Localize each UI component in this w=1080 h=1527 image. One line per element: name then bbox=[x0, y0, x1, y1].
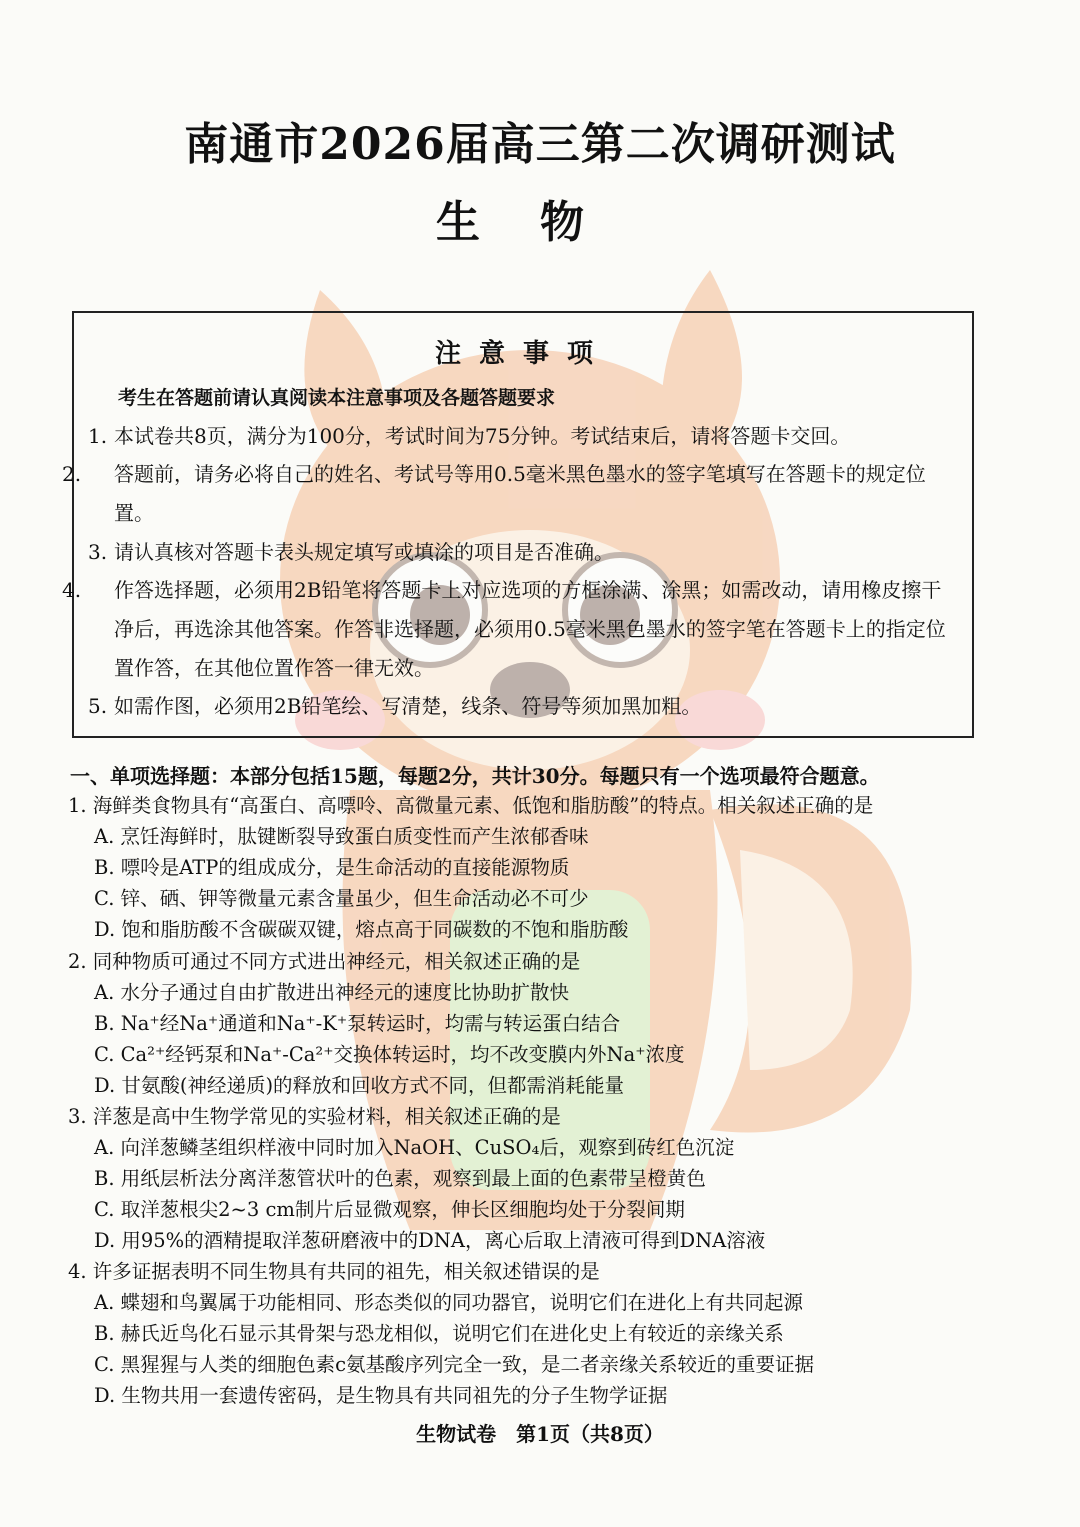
notice-item-2 bbox=[62, 455, 960, 533]
notice-item-text: 请认真核对答题卡表头规定填写或填涂的项目是否准确。 bbox=[114, 540, 614, 564]
notice-item-number: 3. bbox=[88, 540, 108, 564]
question-4-option-d: D. 生物共用一套遗传密码，是生物具有共同祖先的分子生物学证据 bbox=[94, 1384, 668, 1407]
notice-item-text: 如需作图，必须用2B铅笔绘、写清楚，线条、符号等须加黑加粗。 bbox=[114, 694, 702, 718]
notice-item-3 bbox=[88, 533, 960, 572]
question-1-option-c: C. 锌、硒、钾等微量元素含量虽少，但生命活动必不可少 bbox=[94, 887, 589, 910]
notice-item-number: 2. bbox=[62, 462, 82, 486]
question-1-option-a: A. 烹饪海鲜时，肽键断裂导致蛋白质变性而产生浓郁香味 bbox=[94, 825, 589, 848]
question-1-stem: 1. 海鲜类食物具有“高蛋白、高嘌呤、高微量元素、低饱和脂肪酸”的特点。相关叙述正确的是 bbox=[68, 794, 874, 817]
question-2-option-c: C. Ca²⁺经钙泵和Na⁺-Ca²⁺交换体转运时，均不改变膜内外Na⁺浓度 bbox=[94, 1043, 685, 1066]
question-4-stem: 4. 许多证据表明不同生物具有共同的祖先，相关叙述错误的是 bbox=[68, 1260, 600, 1283]
notice-item-text: 作答选择题，必须用2B铅笔将答题卡上对应选项的方框涂满、涂黑；如需改动，请用橡皮擦干净后，再选涂其他答案。作答非选择题，必须用0.5毫米黑色墨水的签字笔在答题卡上的指定位置作答，在其他位置作答一律无效。 bbox=[114, 578, 946, 680]
notice-item-text: 答题前，请务必将自己的姓名、考试号等用0.5毫米黑色墨水的签字笔填写在答题卡的规定位置。 bbox=[114, 462, 926, 525]
page-title: 南通市2026届高三第二次调研测试 bbox=[184, 119, 896, 170]
question-3-option-b: B. 用纸层析法分离洋葱管状叶的色素，观察到最上面的色素带呈橙黄色 bbox=[94, 1167, 706, 1190]
question-2-option-b: B. Na⁺经Na⁺通道和Na⁺-K⁺泵转运时，均需与转运蛋白结合 bbox=[94, 1012, 621, 1035]
question-4-option-a: A. 蝶翅和鸟翼属于功能相同、形态类似的同功器官，说明它们在进化上有共同起源 bbox=[94, 1291, 803, 1314]
question-2-option-a: A. 水分子通过自由扩散进出神经元的速度比协助扩散快 bbox=[94, 981, 569, 1004]
subject-title: 生物 bbox=[436, 197, 644, 248]
notice-item-number: 1. bbox=[88, 424, 108, 448]
question-1-option-b: B. 嘌呤是ATP的组成成分，是生命活动的直接能源物质 bbox=[94, 856, 570, 879]
notice-item-text: 本试卷共8页，满分为100分，考试时间为75分钟。考试结束后，请将答题卡交回。 bbox=[114, 424, 851, 448]
notice-item-1 bbox=[88, 417, 960, 456]
notice-item-number: 4. bbox=[62, 578, 82, 602]
notice-lead: 考生在答题前请认真阅读本注意事项及各题答题要求 bbox=[118, 387, 556, 409]
question-3-stem: 3. 洋葱是高中生物学常见的实验材料，相关叙述正确的是 bbox=[68, 1105, 561, 1128]
question-3-option-c: C. 取洋葱根尖2~3 cm制片后显微观察，伸长区细胞均处于分裂间期 bbox=[94, 1198, 685, 1221]
notice-item-number: 5. bbox=[88, 694, 108, 718]
notice-title: 注意事项 bbox=[434, 339, 611, 369]
question-3-option-a: A. 向洋葱鳞茎组织样液中同时加入NaOH、CuSO₄后，观察到砖红色沉淀 bbox=[94, 1136, 735, 1159]
notice-box bbox=[62, 311, 974, 738]
question-1-option-d: D. 饱和脂肪酸不含碳碳双键，熔点高于同碳数的不饱和脂肪酸 bbox=[94, 918, 629, 941]
section-heading: 一、单项选择题：本部分包括15题，每题2分，共计30分。每题只有一个选项最符合题意。 bbox=[70, 764, 880, 788]
page-footer: 生物试卷 第1页（共8页） bbox=[416, 1422, 664, 1446]
question-3-option-d: D. 用95%的酒精提取洋葱研磨液中的DNA，离心后取上清液可得到DNA溶液 bbox=[94, 1229, 766, 1252]
question-4-option-c: C. 黑猩猩与人类的细胞色素c氨基酸序列完全一致，是二者亲缘关系较近的重要证据 bbox=[94, 1353, 815, 1376]
question-2-option-d: D. 甘氨酸(神经递质)的释放和回收方式不同，但都需消耗能量 bbox=[94, 1074, 625, 1097]
notice-item-5 bbox=[88, 687, 960, 726]
question-2-stem: 2. 同种物质可通过不同方式进出神经元，相关叙述正确的是 bbox=[68, 950, 581, 973]
notice-item-4 bbox=[62, 571, 960, 688]
question-4-option-b: B. 赫氏近鸟化石显示其骨架与恐龙相似，说明它们在进化史上有较近的亲缘关系 bbox=[94, 1322, 784, 1345]
